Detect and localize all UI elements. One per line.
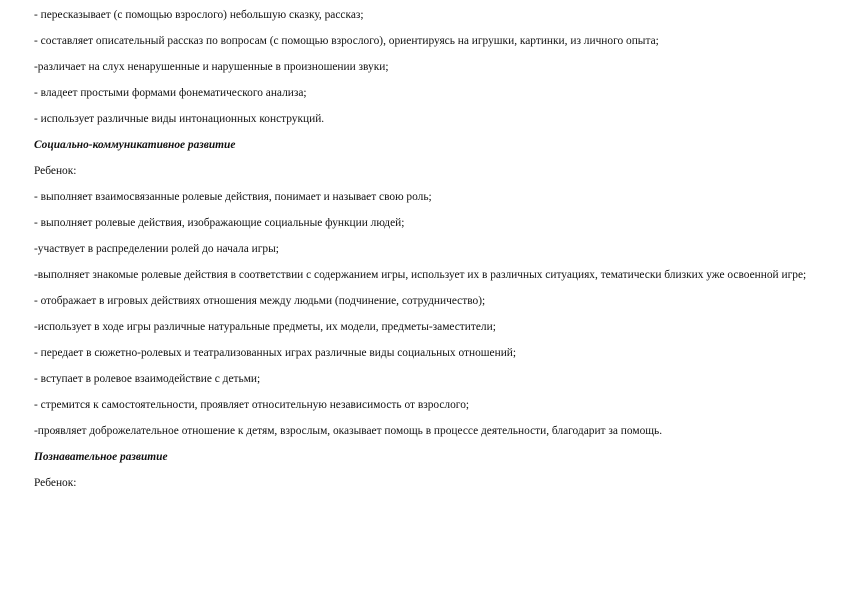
list-item: -участвует в распределении ролей до начала игры; <box>34 243 279 255</box>
list-item: - передает в сюжетно-ролевых и театрализованных играх различные виды социальных отношений; <box>34 347 517 359</box>
list-item: - пересказывает (с помощью взрослого) небольшую сказку, рассказ; <box>34 9 364 21</box>
list-item: - выполняет ролевые действия, изображающие социальные функции людей; <box>34 217 405 229</box>
list-item: - отображает в игровых действиях отношения между людьми (подчинение, сотрудничество); <box>34 295 486 307</box>
list-item: -выполняет знакомые ролевые действия в соответствии с содержанием игры, использует их в различных ситуациях, тематически близких уже освоенной игре; <box>34 269 807 281</box>
section-intro: Ребенок: <box>34 477 77 489</box>
section-heading-cognitive: Познавательное развитие <box>34 451 168 463</box>
list-item: -различает на слух ненарушенные и нарушенные в произношении звуки; <box>34 61 389 73</box>
list-item: - составляет описательный рассказ по вопросам (с помощью взрослого), ориентируясь на игрушки, картинки, из личного опыта; <box>34 35 659 47</box>
section-intro: Ребенок: <box>34 165 77 177</box>
list-item: - выполняет взаимосвязанные ролевые действия, понимает и называет свою роль; <box>34 191 432 203</box>
list-item: - владеет простыми формами фонематического анализа; <box>34 87 307 99</box>
list-item: - вступает в ролевое взаимодействие с детьми; <box>34 373 261 385</box>
list-item: -использует в ходе игры различные натуральные предметы, их модели, предметы-заместители; <box>34 321 496 333</box>
list-item: - стремится к самостоятельности, проявляет относительную независимость от взрослого; <box>34 399 470 411</box>
list-item: - использует различные виды интонационных конструкций. <box>34 113 325 125</box>
section-heading-social: Социально-коммуникативное развитие <box>34 139 236 151</box>
list-item: -проявляет доброжелательное отношение к детям, взрослым, оказывает помощь в процессе деятельности, благодарит за помощь. <box>34 425 663 437</box>
